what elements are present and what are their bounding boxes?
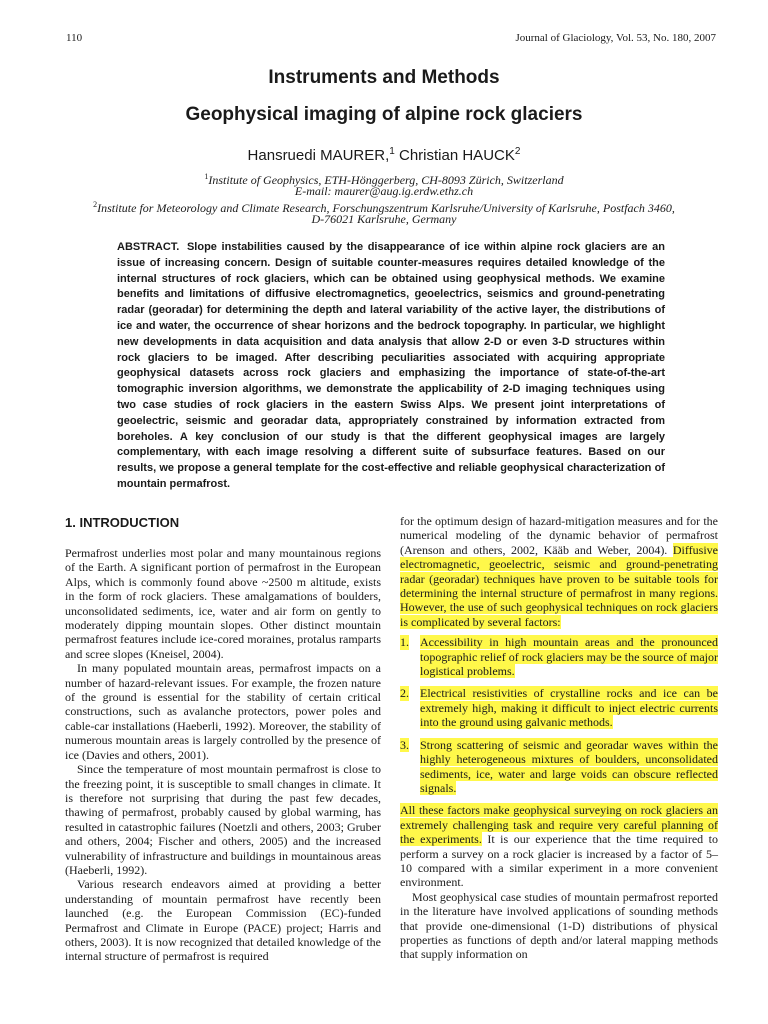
author-list [0,142,768,166]
affiliation-2-address: D-76021 Karlsruhe, Germany [311,212,457,226]
right-column [400,514,718,962]
author-1: Hansruedi MAURER, [247,147,390,164]
paragraph: Most geophysical case studies of mountain permafrost reported in the literature have involved applications of sounding methods that provide one-dimensional (1-D) distributions of physical properties as functions of depth and/or lateral mapping methods that supply information on [400,889,718,962]
list-item-number: 1. [400,635,409,650]
section-heading-introduction: 1. INTRODUCTION [65,515,180,530]
paragraph: Permafrost underlies most polar and many mountainous regions of the Earth. A significant portion of permafrost in the European Alps, which is commonly found above ~2500 m altitude, exists in the form of rock glaciers. These amalgamations of boulders, unconsolidated sediments, ice, water and air form on gently to moderately dipping mountain slopes. Other distinct mountain permafrost features include ice-cored moraines, protalus ramparts and scree slopes (Kneisel, 2004). [65,546,381,661]
paragraph-text: for the optimum design of hazard-mitigation measures and for the numerical modeling of the dynamic behavior of permafrost (Arenson and others, 2002, Kääb and Weber, 2004). [400,514,718,557]
author-2-affiliation-mark: 2 [514,146,521,157]
author-email: E-mail: maurer@aug.ig.erdw.ethz.ch [294,184,474,198]
highlighted-text: Diffusive electromagnetic, geoelectric, seismic and ground-penetrating radar (georadar) techniques have proven to be suitable tools for determining the internal structure of permafrost in many regions. However, the use of such geophysical techniques on rock glaciers is complicated by several factors: [400,542,718,629]
factor-list [400,635,718,795]
section-type-heading: Instruments and Methods [268,67,500,88]
list-item-text: Strong scattering of seismic and georadar waves within the highly heterogeneous mixtures of boulders, unconsolidated sediments, ice, water and large voids can obscure reflected signals. [420,737,718,795]
left-column [65,546,381,964]
list-item [400,686,718,729]
paragraph-text: It is our experience that the time required to perform a survey on a rock glacier is increased by a factor of 5–10 compared with a similar experiment in a more convenient environment. [400,832,719,890]
journal-citation: Journal of Glaciology, Vol. 53, No. 180, 2007 [515,32,716,44]
paragraph: Various research endeavors aimed at providing a better understanding of mountain permafrost have recently been launched (e.g. the European Commission (EC)-funded Permafrost and Climate in Europe (PACE) project; Harris and others, 2003). It is now recognized that detailed knowledge of the internal structure of permafrost is required [65,877,381,964]
paragraph [400,514,718,629]
list-item-number: 2. [400,686,409,701]
abstract-label: ABSTRACT. [117,241,180,253]
abstract-text: Slope instabilities caused by the disappearance of ice within alpine rock glaciers are an issue of increasing concern. Design of suitable counter-measures requires detailed knowledge of the internal structures of rock glaciers, which can be obtained using geophysical methods. We examine benefits and limitations of diffusive electromagnetics, geoelectrics, seismics and ground-penetrating radar (georadar) for determining the depth and lateral variability of the active layer, the distributions of ice and water, the occurrence of shear horizons and the bedrock topography. In particular, we highlight new developments in data acquisition and data analysis that allow 2-D or even 3-D structures within rock glaciers to be imaged. After describing peculiarities associated with acquiring appropriate geophysical datasets across rock glaciers and emphasizing the importance of state-of-the-art tomographic inversion algorithms, we demonstrate the applicability of 2-D imaging techniques using two case studies of rock glaciers in the eastern Swiss Alps. We present joint interpretations of geoelectric, seismic and georadar data, appropriately constrained by information extracted from boreholes. A key conclusion of our study is that the different geophysical images are largely complementary, with each image resolving a different suite of subsurface features. Based on our results, we propose a general template for the cost-effective and reliable geophysical characterization of mountain permafrost. [117,241,665,490]
highlighted-text: All these factors make geophysical surveying on rock glaciers an extremely challenging task and require very careful planning of the experiments. [400,803,718,847]
affiliation-1-text: Institute of Geophysics, ETH-Hönggerberg, CH-8093 Zürich, Switzerland [208,173,564,187]
list-item-number: 3. [400,737,409,752]
paragraph: In many populated mountain areas, permafrost impacts on a number of hazard-relevant issues. For example, the frozen nature of the ground is essential for the stability of certain critical constructions, such as avalanche protectors, power poles and cable-car installations (Haeberli, 1992). Moreover, the stability of numerous mountain areas is largely controlled by the presence of ice (Davies and others, 2001). [65,661,381,762]
affiliation-2-mark: 2 [93,200,98,209]
list-item-text: Electrical resistivities of crystalline rocks and ice can be extremely high, making it difficult to inject electric currents into the ground using galvanic methods. [420,686,718,730]
author-1-affiliation-mark: 1 [389,146,395,157]
affiliation-1-mark: 1 [204,172,209,181]
page-number: 110 [66,32,83,44]
paragraph [400,803,718,889]
list-item-text: Accessibility in high mountain areas and the pronounced topographic relief of rock glaciers may be the source of major logistical problems. [420,635,718,679]
list-item [400,635,718,678]
affiliation-2-text: Institute for Meteorology and Climate Research, Forschungszentrum Karlsruhe/University of Karlsruhe, Postfach 3460, [97,201,675,215]
author-2: Christian HAUCK [399,147,515,164]
abstract [117,240,665,493]
paragraph: Since the temperature of most mountain permafrost is close to the freezing point, it is susceptible to small changes in climate. It is therefore not surprising that during the past few decades, thawing of permafrost, probably caused by global warming, has resulted in catastrophic failures (Noetzli and others, 2003; Gruber and others, 2004; Fischer and others, 2005) and the increased vulnerability of infrastructure and buildings in mountainous areas (Haeberli, 1992). [65,762,381,877]
paper-title: Geophysical imaging of alpine rock glaciers [185,104,583,125]
list-item [400,738,718,796]
